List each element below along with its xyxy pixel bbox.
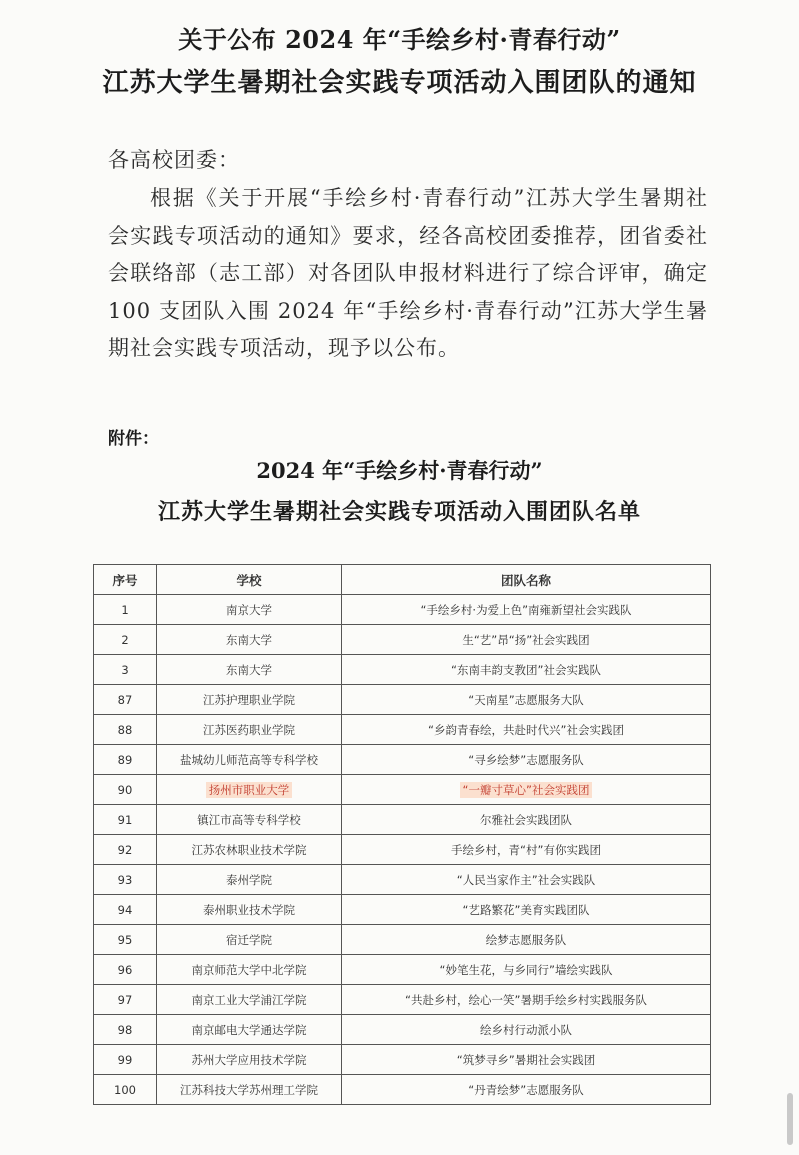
notice-paragraph: 根据《关于开展“手绘乡村·青春行动”江苏大学生暑期社会实践专项活动的通知》要求，经各高校团委推荐，团省委社会联络部（志工部）对各团队申报材料进行了综合评审，确定 100 支团队入围 2024 年“手绘乡村·青春行动”江苏大学生暑期社会实践专项活动，现予以公布。 [108,186,708,360]
row-number [94,655,157,685]
row-school [157,865,342,895]
row-team-name-text: 生“艺”昂“扬”社会实践团 [462,632,590,647]
row-number [94,805,157,835]
table-row [94,595,711,625]
row-number [94,865,157,895]
row-school [157,685,342,715]
table-row [94,895,711,925]
row-team-name [342,1015,711,1045]
row-school-text: 东南大学 [226,662,272,677]
row-school-text: 镇江市高等专科学校 [197,812,301,827]
row-number [94,715,157,745]
row-number-text: 94 [117,902,133,917]
row-team-name-text: “天南星”志愿服务大队 [468,692,584,707]
row-team-name [342,745,711,775]
row-school [157,1045,342,1075]
row-team-name-text: “共赴乡村，绘心一笑”暑期手绘乡村实践服务队 [405,992,647,1007]
row-number-text: 97 [117,992,133,1007]
row-school [157,895,342,925]
row-school-text: 宿迁学院 [226,932,272,947]
row-team-name [342,595,711,625]
table-row [94,1015,711,1045]
row-school [157,715,342,745]
row-school [157,925,342,955]
table-row [94,625,711,655]
row-team-name-text: 尔雅社会实践团队 [480,812,572,827]
row-team-name-text: “手绘乡村·为爱上色”南雍新望社会实践队 [420,602,632,617]
row-school-text: 江苏护理职业学院 [203,692,295,707]
row-number-text: 3 [121,662,129,677]
row-number-text: 88 [117,722,133,737]
row-team-name-text: 绘乡村行动派小队 [480,1022,572,1037]
row-team-name [342,715,711,745]
row-number-text: 1 [121,602,129,617]
row-team-name [342,955,711,985]
row-school-text: 泰州学院 [226,872,272,887]
row-team-name-text: “乡韵青春绘，共赴时代兴”社会实践团 [428,722,624,737]
row-number-text: 100 [114,1082,136,1097]
row-number [94,1015,157,1045]
row-school [157,1075,342,1105]
scrollbar[interactable] [787,1093,793,1145]
row-team-name [342,805,711,835]
row-team-name-text: “筑梦寻乡”暑期社会实践团 [456,1052,596,1067]
table-body [94,595,711,1105]
row-school-text: 泰州职业技术学院 [203,902,295,917]
row-number-text: 95 [117,932,133,947]
row-team-name [342,655,711,685]
row-number [94,595,157,625]
table-row [94,745,711,775]
table-row [94,655,711,685]
table-row [94,955,711,985]
row-number [94,985,157,1015]
table-row [94,1045,711,1075]
row-team-name-text: “寻乡绘梦”志愿服务队 [468,752,584,767]
row-number-text: 96 [117,962,133,977]
row-school-text: 盐城幼儿师范高等专科学校 [180,752,318,767]
row-school-text: 苏州大学应用技术学院 [191,1052,307,1067]
row-number [94,685,157,715]
row-number [94,955,157,985]
table-row [94,805,711,835]
row-team-name-text: “一瓣寸草心”社会实践团 [460,782,593,798]
table-row [94,1075,711,1105]
row-school-text: 江苏农林职业技术学院 [191,842,307,857]
row-number [94,625,157,655]
table-row [94,865,711,895]
notice-title-line2: 江苏大学生暑期社会实践专项活动入围团队的通知 [102,68,697,98]
salutation: 各高校团委： [108,148,240,172]
row-team-name [342,895,711,925]
row-number-text: 99 [117,1052,133,1067]
row-school-text: 南京大学 [226,602,272,617]
table-row [94,925,711,955]
row-number-text: 93 [117,872,133,887]
row-team-name [342,775,711,805]
row-number [94,925,157,955]
row-team-name [342,865,711,895]
attachment-label: 附件： [108,429,159,449]
list-title-line1: 2024 年“手绘乡村·青春行动” [256,458,543,483]
row-number [94,895,157,925]
row-school-text: 东南大学 [226,632,272,647]
row-number-text: 87 [117,692,133,707]
header-school: 学校 [157,565,342,595]
row-number [94,1075,157,1105]
list-title-line2: 江苏大学生暑期社会实践专项活动入围团队名单 [157,499,641,525]
row-school-text: 南京工业大学浦江学院 [191,992,307,1007]
row-school [157,985,342,1015]
row-number [94,745,157,775]
row-number-text: 92 [117,842,133,857]
row-school [157,745,342,775]
row-school [157,955,342,985]
row-team-name-text: “丹青绘梦”志愿服务队 [468,1082,584,1097]
row-number-text: 2 [121,632,129,647]
table-row [94,715,711,745]
header-number: 序号 [94,565,157,595]
row-number [94,775,157,805]
row-school [157,835,342,865]
row-team-name [342,835,711,865]
row-number [94,835,157,865]
row-team-name-text: “艺路繁花”美育实践团队 [462,902,590,917]
row-team-name-text: 绘梦志愿服务队 [485,932,567,947]
row-school [157,775,342,805]
row-team-name [342,985,711,1015]
table-row [94,685,711,715]
row-school-text: 扬州市职业大学 [206,782,293,798]
row-school [157,805,342,835]
row-number-text: 91 [117,812,133,827]
header-team-name: 团队名称 [342,565,711,595]
table-row [94,835,711,865]
row-number-text: 90 [117,782,133,797]
row-number-text: 98 [117,1022,133,1037]
row-team-name [342,685,711,715]
row-number-text: 89 [117,752,133,767]
row-team-name-text: 手绘乡村，青“村”有你实践团 [451,842,601,857]
row-school [157,1015,342,1045]
row-team-name-text: “东南丰韵支教团”社会实践队 [451,662,601,677]
row-school-text: 南京师范大学中北学院 [191,962,307,977]
table-row [94,985,711,1015]
row-school [157,625,342,655]
row-number [94,1045,157,1075]
row-team-name [342,925,711,955]
row-team-name [342,1045,711,1075]
row-school-text: 江苏科技大学苏州理工学院 [180,1082,318,1097]
table-header-row [94,565,711,595]
team-list-table [93,564,711,1105]
row-school [157,595,342,625]
row-school-text: 南京邮电大学通达学院 [191,1022,307,1037]
row-team-name-text: “人民当家作主”社会实践队 [456,872,596,887]
notice-title-line1: 关于公布 2024 年“手绘乡村·青春行动” [178,25,621,54]
row-team-name [342,1075,711,1105]
row-team-name [342,625,711,655]
row-school [157,655,342,685]
row-school-text: 江苏医药职业学院 [203,722,295,737]
row-team-name-text: “妙笔生花，与乡同行”墙绘实践队 [439,962,613,977]
table-row [94,775,711,805]
